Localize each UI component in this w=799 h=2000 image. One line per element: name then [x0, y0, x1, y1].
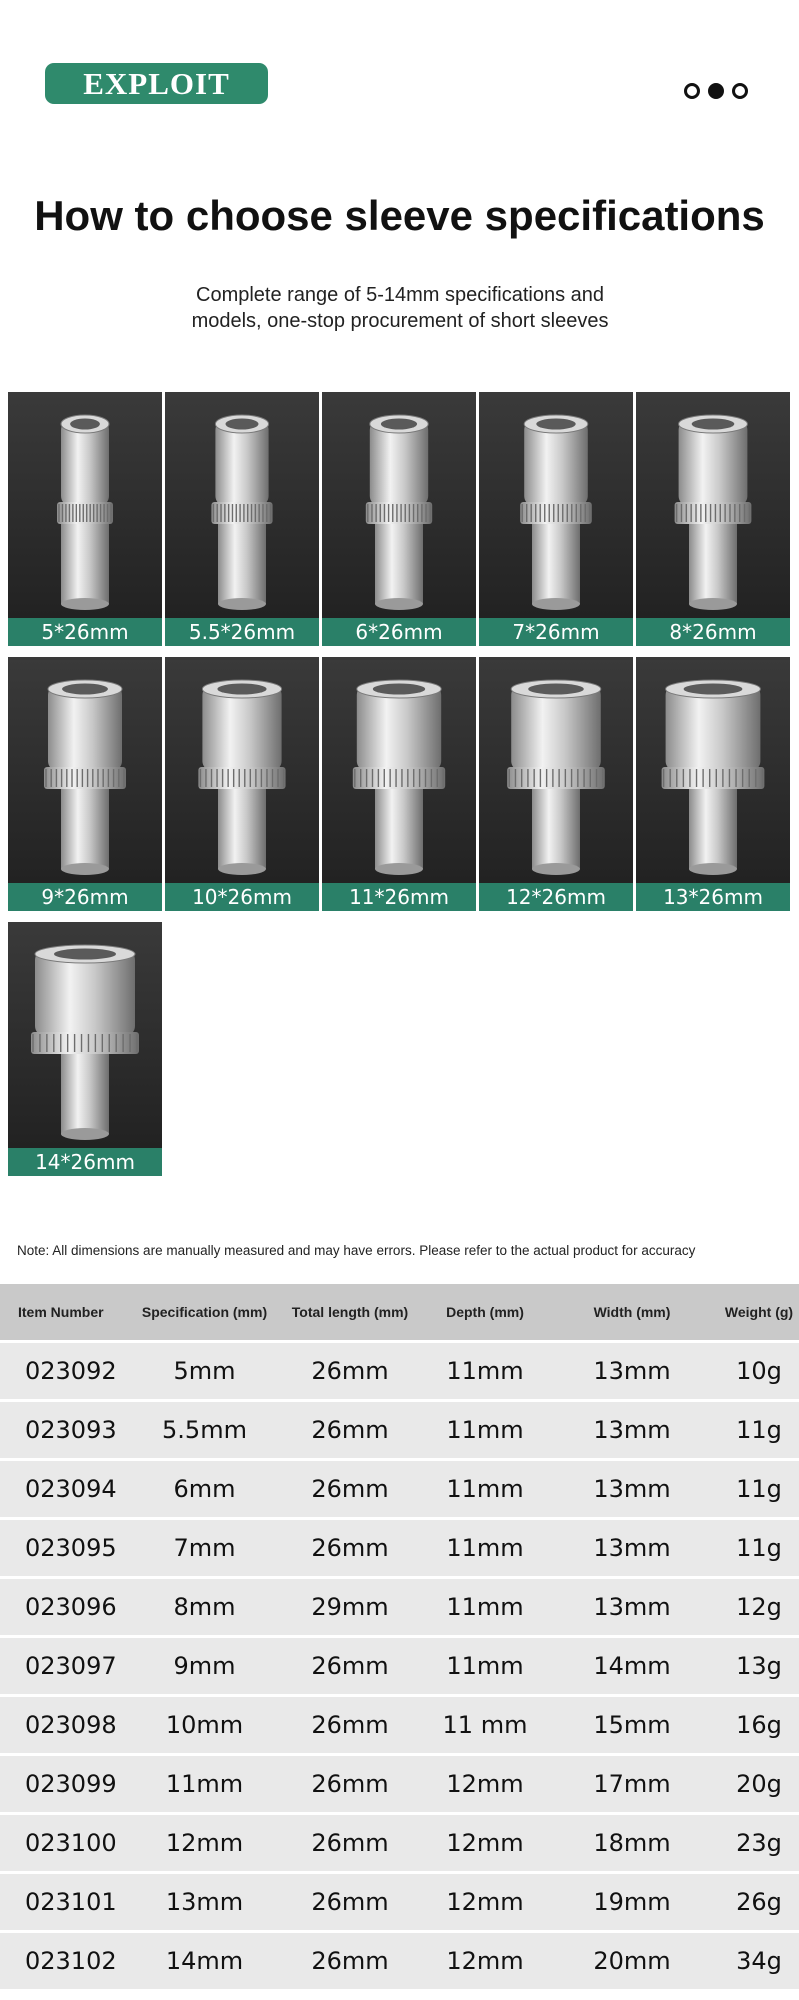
table-row: [0, 1576, 799, 1635]
table-cell: 11mm: [446, 1652, 524, 1680]
table-cell: 29mm: [311, 1593, 389, 1621]
table-cell: 5mm: [173, 1357, 236, 1385]
socket-image: [636, 392, 790, 646]
product-card[interactable]: [8, 392, 162, 646]
table-cell: 12mm: [446, 1947, 524, 1975]
table-cell: 13mm: [593, 1416, 671, 1444]
table-cell: 26mm: [311, 1888, 389, 1916]
table-row: [0, 1812, 799, 1871]
table-cell: 15mm: [593, 1711, 671, 1739]
table-row: [0, 1340, 799, 1399]
table-cell: 26mm: [311, 1416, 389, 1444]
table-cell: 12mm: [446, 1888, 524, 1916]
table-header-cell: Total length (mm): [291, 1304, 409, 1320]
table-row: [0, 1635, 799, 1694]
table-cell: 18mm: [593, 1829, 671, 1857]
table-cell: 11mm: [446, 1475, 524, 1503]
socket-image: [8, 392, 162, 646]
product-card-label: 6*26mm: [322, 618, 476, 646]
table-cell: 34g: [736, 1947, 782, 1975]
product-card-label: 13*26mm: [636, 883, 790, 911]
product-card[interactable]: [8, 922, 162, 1176]
table-cell: 26g: [736, 1888, 782, 1916]
product-card[interactable]: [8, 657, 162, 911]
table-cell: 13mm: [593, 1593, 671, 1621]
subtitle-line-2: models, one-stop procurement of short sleeves: [191, 310, 609, 332]
spec-table: [0, 1284, 799, 1989]
table-cell: 14mm: [165, 1947, 244, 1975]
product-card[interactable]: [165, 657, 319, 911]
table-row: [0, 1753, 799, 1812]
product-card-label: 8*26mm: [636, 618, 790, 646]
table-cell: 023102: [25, 1947, 117, 1975]
table-cell: 11mm: [446, 1534, 524, 1562]
table-cell: 12mm: [165, 1829, 244, 1857]
table-cell: 023101: [25, 1888, 117, 1916]
table-cell: 023094: [25, 1475, 117, 1503]
table-row: [0, 1517, 799, 1576]
subtitle-line-1: Complete range of 5-14mm specifications and: [196, 284, 604, 306]
table-row: [0, 1399, 799, 1458]
table-cell: 16g: [736, 1711, 782, 1739]
product-card[interactable]: [479, 392, 633, 646]
socket-image: [165, 392, 319, 646]
table-header-cell: Specification (mm): [141, 1304, 268, 1320]
socket-image: [479, 392, 633, 646]
socket-image: [8, 922, 162, 1176]
socket-image: [479, 657, 633, 911]
table-header-cell: Item Number: [18, 1304, 104, 1320]
table-cell: 5.5mm: [162, 1416, 247, 1444]
table-cell: 7mm: [173, 1534, 236, 1562]
table-row: [0, 1871, 799, 1930]
product-card-label: 14*26mm: [8, 1148, 162, 1176]
table-header-cell: Depth (mm): [446, 1304, 524, 1320]
table-cell: 26mm: [311, 1711, 389, 1739]
table-cell: 023095: [25, 1534, 117, 1562]
product-card[interactable]: [479, 657, 633, 911]
table-cell: 26mm: [311, 1652, 389, 1680]
product-card-label: 11*26mm: [322, 883, 476, 911]
table-header-cell: Width (mm): [593, 1304, 671, 1320]
table-cell: 17mm: [593, 1770, 671, 1798]
product-card-label: 5*26mm: [8, 618, 162, 646]
socket-image: [322, 392, 476, 646]
product-card[interactable]: [322, 392, 476, 646]
table-row: [0, 1930, 799, 1989]
page-title: How to choose sleeve specifications: [34, 192, 765, 239]
table-cell: 13mm: [593, 1357, 671, 1385]
socket-image: [8, 657, 162, 911]
table-cell: 11mm: [446, 1416, 524, 1444]
table-cell: 023100: [25, 1829, 117, 1857]
product-card-label: 7*26mm: [479, 618, 633, 646]
table-cell: 8mm: [173, 1593, 236, 1621]
table-body: [0, 1340, 799, 1989]
table-cell: 023099: [25, 1770, 117, 1798]
table-cell: 12g: [736, 1593, 782, 1621]
table-cell: 13g: [736, 1652, 782, 1680]
product-card-label: 9*26mm: [8, 883, 162, 911]
table-cell: 11mm: [446, 1593, 524, 1621]
table-cell: 023092: [25, 1357, 117, 1385]
table-cell: 6mm: [173, 1475, 236, 1503]
table-cell: 9mm: [173, 1652, 236, 1680]
product-card-label: 5.5*26mm: [165, 618, 319, 646]
product-card[interactable]: [165, 392, 319, 646]
table-cell: 11g: [736, 1475, 782, 1503]
table-cell: 11g: [736, 1416, 782, 1444]
table-cell: 10g: [736, 1357, 782, 1385]
table-cell: 19mm: [593, 1888, 671, 1916]
table-cell: 26mm: [311, 1475, 389, 1503]
measurement-note: Note: All dimensions are manually measured and may have errors. Please refer to the actual product for accuracy: [17, 1243, 696, 1258]
table-cell: 023098: [25, 1711, 117, 1739]
table-cell: 26mm: [311, 1829, 389, 1857]
product-card[interactable]: [636, 657, 790, 911]
table-cell: 26mm: [311, 1947, 389, 1975]
pagination-dot-3[interactable]: [732, 83, 748, 99]
table-cell: 20mm: [593, 1947, 671, 1975]
page-subtitle: [150, 282, 650, 334]
table-cell: 11mm: [446, 1357, 524, 1385]
pagination-dot-1[interactable]: [684, 83, 700, 99]
product-grid: [8, 392, 794, 1182]
table-cell: 12mm: [446, 1770, 524, 1798]
table-cell: 14mm: [593, 1652, 671, 1680]
table-cell: 11 mm: [442, 1711, 528, 1739]
product-card[interactable]: [636, 392, 790, 646]
table-cell: 13mm: [593, 1475, 671, 1503]
table-cell: 023096: [25, 1593, 117, 1621]
table-cell: 20g: [736, 1770, 782, 1798]
table-cell: 26mm: [311, 1357, 389, 1385]
table-cell: 13mm: [593, 1534, 671, 1562]
socket-image: [322, 657, 476, 911]
product-card-label: 10*26mm: [165, 883, 319, 911]
product-card-label: 12*26mm: [479, 883, 633, 911]
pagination-dots: [684, 83, 748, 99]
socket-image: [636, 657, 790, 911]
table-header-cell: Weight (g): [724, 1304, 794, 1320]
table-cell: 13mm: [165, 1888, 244, 1916]
table-row: [0, 1694, 799, 1753]
table-cell: 26mm: [311, 1770, 389, 1798]
table-cell: 023093: [25, 1416, 117, 1444]
table-cell: 11g: [736, 1534, 782, 1562]
socket-image: [165, 657, 319, 911]
table-row: [0, 1458, 799, 1517]
table-cell: 26mm: [311, 1534, 389, 1562]
brand-logo: EXPLOIT: [45, 63, 268, 104]
table-cell: 11mm: [165, 1770, 244, 1798]
table-cell: 12mm: [446, 1829, 524, 1857]
table-cell: 023097: [25, 1652, 117, 1680]
table-cell: 23g: [736, 1829, 782, 1857]
table-header: [0, 1284, 799, 1340]
table-cell: 10mm: [165, 1711, 244, 1739]
product-card[interactable]: [322, 657, 476, 911]
pagination-dot-2[interactable]: [708, 83, 724, 99]
